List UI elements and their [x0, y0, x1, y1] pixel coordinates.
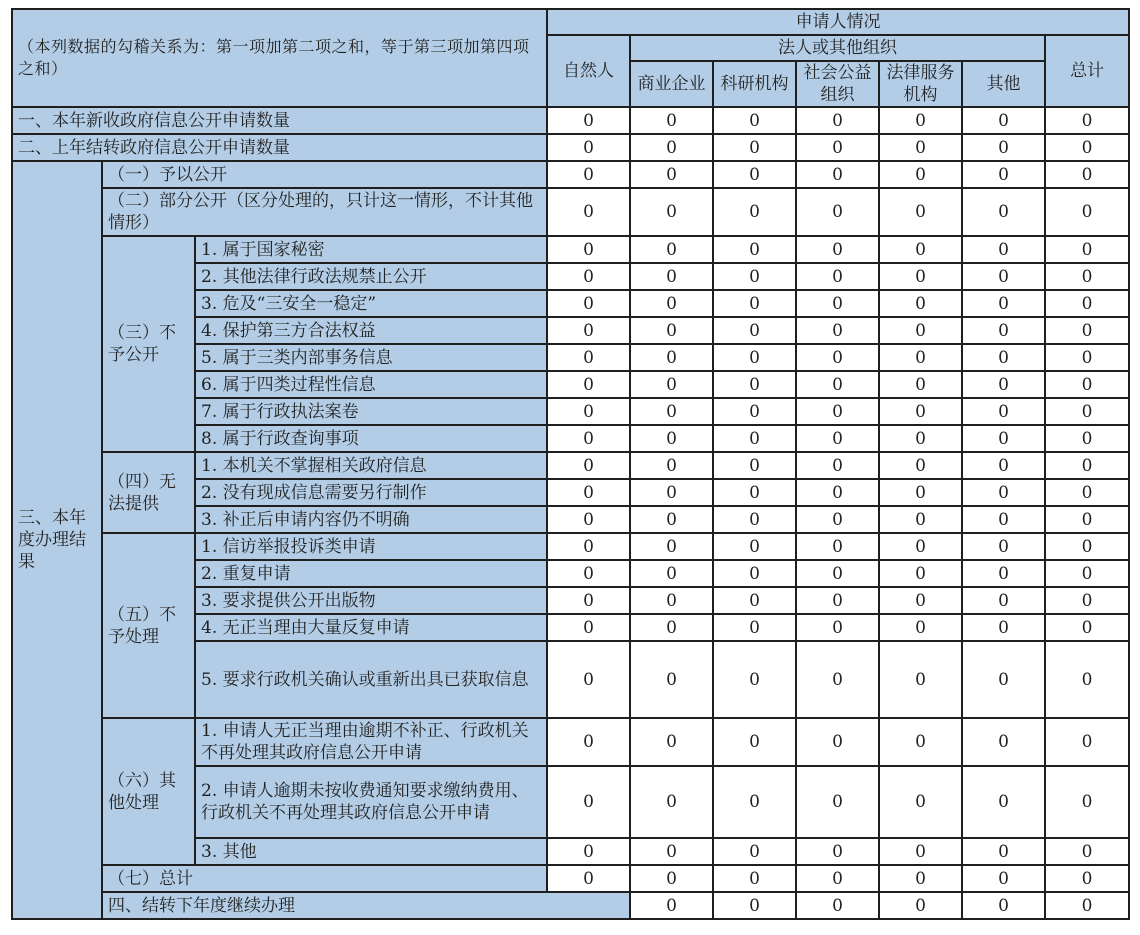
value-cell: 0 [713, 317, 796, 344]
value-cell: 0 [879, 614, 962, 641]
value-cell: 0 [962, 398, 1045, 425]
value-cell: 0 [879, 371, 962, 398]
value-cell: 0 [962, 263, 1045, 290]
value-cell: 0 [962, 425, 1045, 452]
value-cell: 0 [547, 641, 630, 718]
value-cell: 0 [796, 236, 879, 263]
value-cell: 0 [547, 838, 630, 865]
value-cell: 0 [879, 161, 962, 188]
value-cell: 0 [796, 425, 879, 452]
value-cell: 0 [547, 614, 630, 641]
value-cell: 0 [879, 718, 962, 766]
row-label: 3. 要求提供公开出版物 [195, 587, 547, 614]
value-cell: 0 [796, 161, 879, 188]
value-cell: 0 [630, 134, 713, 161]
value-cell: 0 [879, 560, 962, 587]
value-cell: 0 [630, 425, 713, 452]
value-cell: 0 [713, 452, 796, 479]
value-cell: 0 [547, 236, 630, 263]
value-cell: 0 [879, 290, 962, 317]
value-cell: 0 [879, 838, 962, 865]
value-cell: 0 [547, 317, 630, 344]
value-cell: 0 [1045, 161, 1129, 188]
value-cell: 0 [630, 766, 713, 838]
value-cell: 0 [1045, 587, 1129, 614]
value-cell: 0 [796, 718, 879, 766]
value-cell: 0 [1045, 838, 1129, 865]
value-cell: 0 [796, 290, 879, 317]
value-cell: 0 [713, 371, 796, 398]
value-cell: 0 [962, 134, 1045, 161]
value-cell: 0 [962, 865, 1045, 892]
row-label: 二、上年结转政府信息公开申请数量 [12, 134, 547, 161]
value-cell: 0 [630, 560, 713, 587]
table-row [12, 452, 1129, 479]
header-legal-group: 法人或其他组织 [630, 35, 1045, 61]
group-label: （三）不予公开 [102, 236, 195, 452]
value-cell: 0 [879, 107, 962, 134]
header-natural-person: 自然人 [547, 35, 630, 107]
value-cell: 0 [879, 344, 962, 371]
value-cell: 0 [879, 766, 962, 838]
value-cell: 0 [962, 344, 1045, 371]
value-cell: 0 [796, 506, 879, 533]
value-cell: 0 [713, 479, 796, 506]
value-cell: 0 [879, 398, 962, 425]
value-cell: 0 [630, 236, 713, 263]
value-cell: 0 [713, 107, 796, 134]
table-row [12, 865, 1129, 892]
value-cell: 0 [1045, 718, 1129, 766]
row-label: 3. 补正后申请内容仍不明确 [195, 506, 547, 533]
value-cell: 0 [962, 766, 1045, 838]
value-cell: 0 [962, 614, 1045, 641]
value-cell: 0 [962, 533, 1045, 560]
value-cell: 0 [796, 398, 879, 425]
header-applicant: 申请人情况 [547, 9, 1129, 35]
value-cell: 0 [1045, 641, 1129, 718]
value-cell: 0 [547, 371, 630, 398]
value-cell: 0 [713, 587, 796, 614]
row-label: 四、结转下年度继续办理 [102, 892, 630, 919]
value-cell: 0 [879, 533, 962, 560]
value-cell: 0 [1045, 865, 1129, 892]
value-cell: 0 [962, 371, 1045, 398]
value-cell: 0 [630, 317, 713, 344]
value-cell: 0 [713, 892, 796, 919]
value-cell: 0 [796, 766, 879, 838]
value-cell: 0 [962, 479, 1045, 506]
value-cell: 0 [713, 188, 796, 236]
value-cell: 0 [713, 865, 796, 892]
value-cell: 0 [713, 236, 796, 263]
value-cell: 0 [1045, 317, 1129, 344]
value-cell: 0 [879, 263, 962, 290]
value-cell: 0 [962, 560, 1045, 587]
value-cell: 0 [962, 290, 1045, 317]
row-label: 1. 申请人无正当理由逾期不补正、行政机关不再处理其政府信息公开申请 [195, 718, 547, 766]
value-cell: 0 [630, 371, 713, 398]
value-cell: 0 [547, 161, 630, 188]
value-cell: 0 [879, 236, 962, 263]
value-cell: 0 [879, 425, 962, 452]
value-cell: 0 [796, 188, 879, 236]
value-cell: 0 [713, 506, 796, 533]
value-cell: 0 [962, 506, 1045, 533]
value-cell: 0 [630, 865, 713, 892]
value-cell: 0 [630, 718, 713, 766]
value-cell: 0 [879, 134, 962, 161]
value-cell: 0 [713, 718, 796, 766]
value-cell: 0 [547, 766, 630, 838]
header-other: 其他 [962, 61, 1045, 107]
table-row [12, 236, 1129, 263]
value-cell: 0 [547, 425, 630, 452]
header-total: 总计 [1045, 35, 1129, 107]
value-cell: 0 [630, 344, 713, 371]
value-cell: 0 [879, 641, 962, 718]
value-cell: 0 [713, 161, 796, 188]
value-cell: 0 [547, 533, 630, 560]
value-cell: 0 [630, 161, 713, 188]
value-cell: 0 [796, 838, 879, 865]
value-cell: 0 [962, 838, 1045, 865]
header-note: （本列数据的勾稽关系为：第一项加第二项之和，等于第三项加第四项之和） [12, 9, 547, 107]
value-cell: 0 [630, 188, 713, 236]
value-cell: 0 [547, 107, 630, 134]
value-cell: 0 [713, 560, 796, 587]
value-cell: 0 [1045, 766, 1129, 838]
value-cell: 0 [962, 236, 1045, 263]
value-cell: 0 [1045, 398, 1129, 425]
row-label: 3. 危及“三安全一稳定” [195, 290, 547, 317]
value-cell: 0 [630, 263, 713, 290]
value-cell: 0 [713, 398, 796, 425]
value-cell: 0 [879, 479, 962, 506]
value-cell: 0 [630, 290, 713, 317]
value-cell: 0 [962, 892, 1045, 919]
value-cell: 0 [630, 506, 713, 533]
value-cell: 0 [547, 479, 630, 506]
value-cell: 0 [713, 614, 796, 641]
table-row [12, 188, 1129, 236]
value-cell: 0 [796, 614, 879, 641]
value-cell: 0 [962, 718, 1045, 766]
value-cell: 0 [796, 587, 879, 614]
table-row [12, 533, 1129, 560]
group-label: （六）其他处理 [102, 718, 195, 865]
value-cell: 0 [879, 188, 962, 236]
value-cell: 0 [630, 587, 713, 614]
table-row [12, 892, 1129, 919]
value-cell: 0 [1045, 134, 1129, 161]
value-cell: 0 [547, 344, 630, 371]
value-cell: 0 [1045, 614, 1129, 641]
disclosure-statistics-table [11, 8, 1130, 920]
row-label: 5. 要求行政机关确认或重新出具已获取信息 [195, 641, 547, 718]
section-label: 三、本年度办理结果 [12, 161, 102, 919]
value-cell: 0 [713, 263, 796, 290]
row-label: 8. 属于行政查询事项 [195, 425, 547, 452]
value-cell: 0 [796, 865, 879, 892]
value-cell: 0 [879, 865, 962, 892]
value-cell: 0 [796, 107, 879, 134]
value-cell: 0 [713, 766, 796, 838]
row-label: 2. 其他法律行政法规禁止公开 [195, 263, 547, 290]
value-cell: 0 [879, 892, 962, 919]
value-cell: 0 [1045, 371, 1129, 398]
table-row [12, 161, 1129, 188]
value-cell: 0 [630, 479, 713, 506]
value-cell: 0 [630, 533, 713, 560]
value-cell: 0 [1045, 533, 1129, 560]
value-cell: 0 [962, 107, 1045, 134]
header-public-welfare: 社会公益组织 [796, 61, 879, 107]
value-cell: 0 [630, 107, 713, 134]
row-label: 6. 属于四类过程性信息 [195, 371, 547, 398]
value-cell: 0 [1045, 506, 1129, 533]
value-cell: 0 [630, 614, 713, 641]
value-cell: 0 [879, 317, 962, 344]
row-label: 2. 申请人逾期未按收费通知要求缴纳费用、行政机关不再处理其政府信息公开申请 [195, 766, 547, 838]
value-cell: 0 [1045, 892, 1129, 919]
row-label: 2. 没有现成信息需要另行制作 [195, 479, 547, 506]
value-cell: 0 [713, 134, 796, 161]
value-cell: 0 [713, 838, 796, 865]
header-law-service: 法律服务机构 [879, 61, 962, 107]
value-cell: 0 [796, 479, 879, 506]
value-cell: 0 [547, 188, 630, 236]
header-research: 科研机构 [713, 61, 796, 107]
value-cell: 0 [713, 533, 796, 560]
row-label: 5. 属于三类内部事务信息 [195, 344, 547, 371]
value-cell: 0 [879, 452, 962, 479]
value-cell: 0 [796, 134, 879, 161]
value-cell: 0 [713, 344, 796, 371]
value-cell: 0 [796, 892, 879, 919]
table-row [12, 134, 1129, 161]
value-cell: 0 [962, 317, 1045, 344]
value-cell: 0 [1045, 236, 1129, 263]
table-row [12, 107, 1129, 134]
value-cell: 0 [796, 533, 879, 560]
value-cell: 0 [1045, 425, 1129, 452]
row-label: 1. 本机关不掌握相关政府信息 [195, 452, 547, 479]
header-commercial: 商业企业 [630, 61, 713, 107]
value-cell: 0 [796, 371, 879, 398]
value-cell: 0 [713, 425, 796, 452]
value-cell: 0 [796, 560, 879, 587]
value-cell: 0 [713, 641, 796, 718]
value-cell: 0 [1045, 290, 1129, 317]
row-label: （七）总计 [102, 865, 547, 892]
value-cell: 0 [1045, 560, 1129, 587]
row-label: 7. 属于行政执法案卷 [195, 398, 547, 425]
group-label: （五）不予处理 [102, 533, 195, 718]
value-cell: 0 [962, 452, 1045, 479]
value-cell: 0 [1045, 344, 1129, 371]
value-cell: 0 [547, 560, 630, 587]
row-label: 3. 其他 [195, 838, 547, 865]
table-row [12, 718, 1129, 766]
value-cell: 0 [796, 263, 879, 290]
value-cell: 0 [962, 587, 1045, 614]
value-cell: 0 [547, 134, 630, 161]
value-cell: 0 [547, 587, 630, 614]
value-cell: 0 [962, 161, 1045, 188]
row-label: 4. 无正当理由大量反复申请 [195, 614, 547, 641]
value-cell: 0 [547, 290, 630, 317]
value-cell: 0 [547, 506, 630, 533]
value-cell: 0 [547, 452, 630, 479]
row-label: 1. 信访举报投诉类申请 [195, 533, 547, 560]
value-cell: 0 [1045, 263, 1129, 290]
value-cell: 0 [630, 641, 713, 718]
value-cell: 0 [630, 892, 713, 919]
value-cell: 0 [713, 290, 796, 317]
value-cell: 0 [547, 263, 630, 290]
row-label: 2. 重复申请 [195, 560, 547, 587]
value-cell: 0 [1045, 479, 1129, 506]
value-cell: 0 [796, 344, 879, 371]
row-label: 4. 保护第三方合法权益 [195, 317, 547, 344]
value-cell: 0 [1045, 188, 1129, 236]
value-cell: 0 [796, 452, 879, 479]
row-label: （一）予以公开 [102, 161, 547, 188]
row-label: 一、本年新收政府信息公开申请数量 [12, 107, 547, 134]
value-cell: 0 [796, 641, 879, 718]
value-cell: 0 [962, 641, 1045, 718]
value-cell: 0 [547, 718, 630, 766]
value-cell: 0 [630, 398, 713, 425]
value-cell: 0 [879, 506, 962, 533]
row-label: （二）部分公开（区分处理的，只计这一情形，不计其他情形） [102, 188, 547, 236]
value-cell: 0 [796, 317, 879, 344]
group-label: （四）无法提供 [102, 452, 195, 533]
value-cell: 0 [630, 838, 713, 865]
value-cell: 0 [962, 188, 1045, 236]
value-cell: 0 [1045, 107, 1129, 134]
value-cell: 0 [547, 865, 630, 892]
value-cell: 0 [1045, 452, 1129, 479]
row-label: 1. 属于国家秘密 [195, 236, 547, 263]
value-cell: 0 [879, 587, 962, 614]
value-cell: 0 [630, 452, 713, 479]
value-cell: 0 [547, 398, 630, 425]
